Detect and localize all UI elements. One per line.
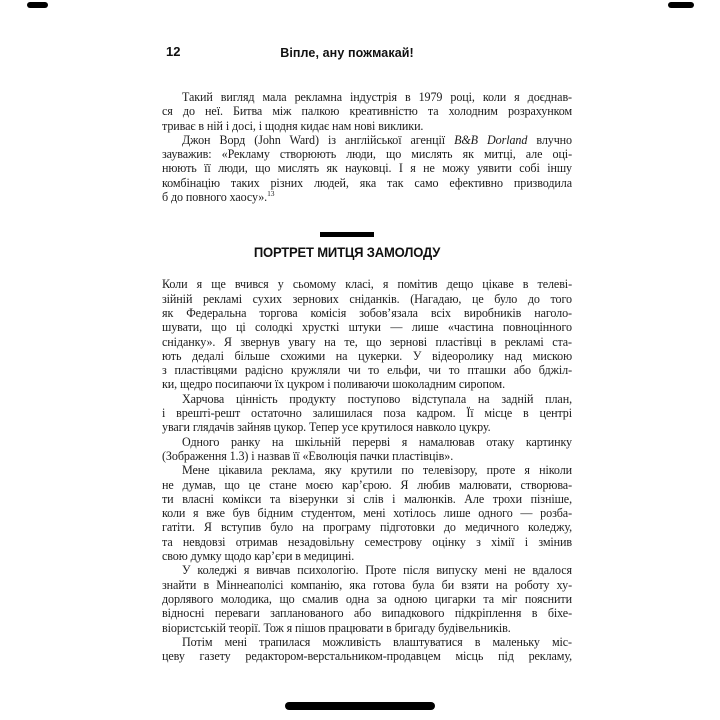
text-line: шувати, що ці солодкі хрусткі штуки — лише «частина повноцінного (162, 320, 572, 335)
paragraph (162, 563, 572, 634)
text-line: як Федеральна торгова комісія зобов’язала всіх виробників наголо- (162, 305, 572, 320)
text-line: віористській теорії. Тож я пішов працювати в бригаду будівельників. (162, 620, 511, 635)
text-line: гатіти. Я вступив було на програму підготовки до медичного коледжу, (162, 520, 572, 535)
text-line: нюють її люди, що мислять як науковці. І я не можу уявити собі іншу (162, 161, 572, 176)
text-line: Коли я ще вчився у сьомому класі, я помітив дещо цікаве в телеві- (162, 277, 572, 292)
paragraph (162, 90, 572, 133)
paragraph (162, 635, 572, 664)
text-line: та невдовзі отримав незадовільну семестрову оцінку з хімії і змінив (162, 534, 572, 549)
text-line: дорлявого молодика, що смалив одна за одною цигарки та міг пояснити (162, 591, 572, 606)
text-line: Харчова цінність продукту поступово відступала на задній план, (182, 391, 572, 406)
text-line: ти власні комікси та візерунки зі слів і малюнків. Але трохи пізніше, (162, 491, 572, 506)
text-line: сніданку». Я звернув увагу на те, що зернові пластівці в рекламі ста- (162, 334, 572, 349)
paragraph (162, 392, 572, 435)
text-line: триває в ній і досі, і щодня кидає нам нові виклики. (162, 118, 424, 133)
section-heading: ПОРТРЕТ МИТЦЯ ЗАМОЛОДУ (253, 244, 441, 261)
text-line: зауважив: «Рекламу створюють люди, що мислять як митці, але оці- (162, 147, 572, 162)
paragraph (162, 463, 572, 563)
text-line: зійній рекламі сухих зернових сніданків. (Нагадаю, це було до того (162, 291, 572, 306)
text-line: Джон Ворд (John Ward) із англійської агенції B&B Dorland влучно (182, 132, 572, 147)
paragraph (162, 133, 572, 204)
text-line: свою думку щодо кар’єри в медицині. (162, 549, 355, 564)
text-line: відносні переваги запланованого або випадкового підкріплення в біхе- (162, 606, 572, 621)
section-block (162, 232, 532, 261)
running-title: Віпле, ану пожмакай! (280, 46, 414, 60)
text-line: Одного ранку на шкільній перерві я намалював отаку картинку (182, 434, 572, 449)
text-line: і врешті-решт остаточно залишилася поза кадром. Її місце в центрі (162, 406, 572, 421)
text-line: Мене цікавила реклама, яку крутили по телевізору, проте я ніколи (182, 463, 572, 478)
text-line: У коледжі я вивчав психологію. Проте після випуску мені не вдалося (182, 563, 572, 578)
text-line: ся до неї. Битва між палкою креативністю та холодним розрахунком (162, 104, 572, 119)
text-line: комбінацію таких різних людей, яка так само ефективно призводила (162, 175, 572, 190)
text-line: з пластівцями радісно кружляли чи то ельфи, чи то пташки або бджіл- (162, 363, 572, 378)
text-line: цеву газету редактором-верстальником-продавцем місць під рекламу, (162, 649, 572, 664)
text-line: (Зображення 1.3) і назвав її «Еволюція пачки пластівців». (162, 448, 454, 463)
text-line: ки, щедро посипаючи їх цукром і поливаючи шоколадним сиропом. (162, 377, 506, 392)
status-right-pill-icon (668, 2, 694, 8)
text-line: уваги глядачів зайняв цукор. Тепер усе крутилося навколо цукру. (162, 420, 491, 435)
text-line: ють дедалі більше схожими на цукерки. У відеоролику над мискою (162, 348, 572, 363)
text-line: не думав, що це стане моєю кар’єрою. Я любив малювати, створюва- (162, 477, 572, 492)
text-line: Такий вигляд мала рекламна індустрія в 1979 році, коли я доєднав- (182, 90, 572, 104)
section-rule-bar (320, 232, 374, 237)
paragraph (162, 277, 572, 391)
running-header (162, 44, 532, 62)
home-indicator-bar[interactable] (285, 702, 435, 710)
text-line: коли я вже був бідним студентом, мені хотілось лише одного — розба- (162, 506, 572, 521)
page-number: 12 (166, 44, 181, 59)
paragraph (162, 435, 572, 464)
text-line: Потім мені трапилася можливість влаштуватися в маленьку міс- (182, 634, 572, 649)
text-line: б до повного хаосу».$^{13}$ (162, 190, 275, 205)
page-body-text (162, 90, 572, 663)
text-line: знайти в Міннеаполісі компанію, яка готова була би взяти на роботу ху- (162, 577, 572, 592)
status-left-pill-icon (27, 2, 48, 8)
